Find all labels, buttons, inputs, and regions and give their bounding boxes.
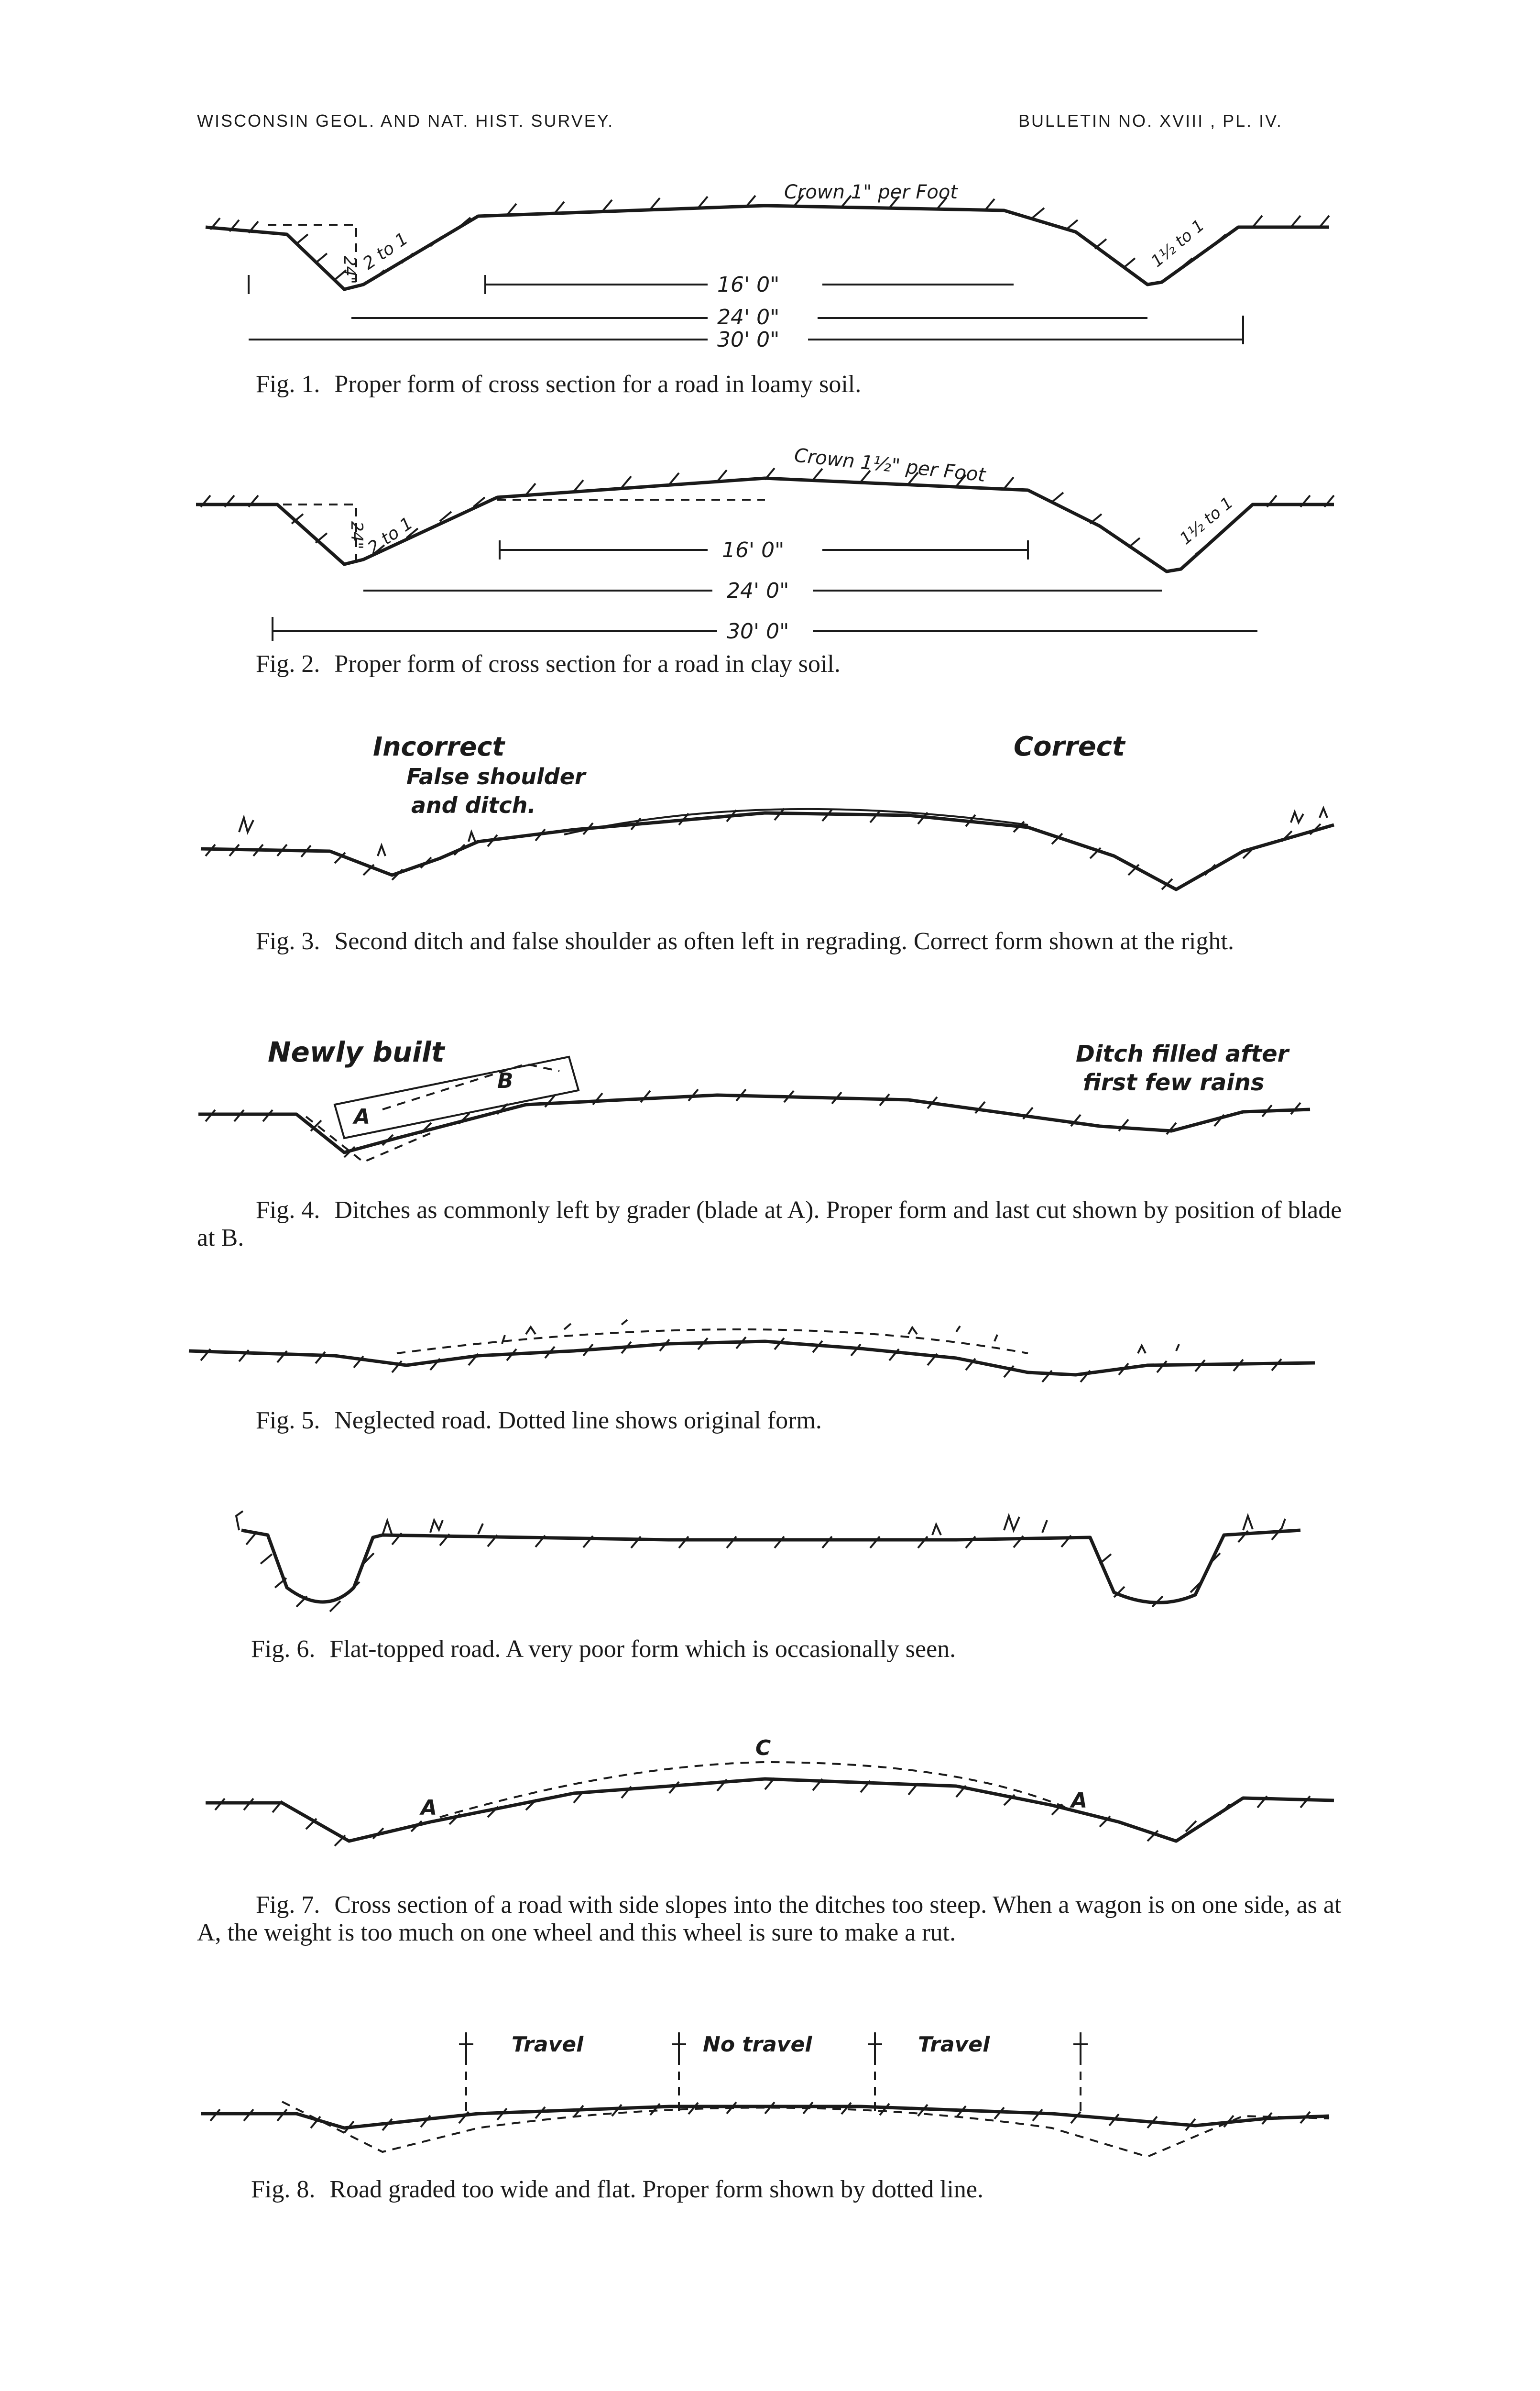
caption-text: Cross section of a road with side slopes into the ditches too steep. When a wagon is on one side, as at A, the weight is too much on one wheel and this wheel is sure to make a rut. (197, 1891, 1342, 1946)
depth-label: 24" (347, 521, 366, 549)
wheel-a-left-label: A (421, 1796, 437, 1820)
figure-4 (0, 1028, 1540, 1258)
dimension-24ft-label: 24' 0" (727, 579, 789, 603)
figure-6-caption (251, 1635, 956, 1663)
caption-text: Flat-topped road. A very poor form which is occasionally seen. (329, 1635, 956, 1663)
grass-tufts (239, 808, 1327, 856)
figure-2-caption (256, 650, 841, 678)
road-profile (206, 1779, 1334, 1841)
caption-text: Neglected road. Dotted line shows original form. (334, 1407, 822, 1434)
caption-text: Road graded too wide and flat. Proper form shown by dotted line. (329, 2176, 983, 2203)
ditch-reference-line (268, 500, 765, 562)
newly-built-label: Newly built (268, 1036, 445, 1068)
figure-7-drawing (0, 1722, 1540, 1999)
slope-left-label: 2 to 1 (359, 229, 412, 274)
correct-label: Correct (1014, 731, 1125, 762)
figure-number: Fig. 5. (256, 1407, 320, 1434)
blade-a-label: A (354, 1105, 371, 1129)
road-profile (201, 2106, 1329, 2128)
figure-3 (0, 732, 1540, 990)
figure-8-caption (251, 2176, 983, 2204)
figure-number: Fig. 8. (251, 2176, 316, 2203)
figure-3-caption (197, 928, 1344, 955)
dimension-30ft-label: 30' 0" (717, 328, 780, 352)
running-header-left: WISCONSIN GEOL. AND NAT. HIST. SURVEY. (197, 111, 614, 131)
figure-number: Fig. 4. (256, 1196, 320, 1224)
crown-label: Crown 1" per Foot (784, 181, 958, 203)
figure-6 (0, 1492, 1540, 1678)
figure-number: Fig. 6. (251, 1635, 316, 1663)
dimension-16ft-label: 16' 0" (717, 273, 780, 297)
caption-text: Ditches as commonly left by grader (blade at A). Proper form and last cut shown by position of blade at B. (197, 1196, 1342, 1251)
dimension-16ft-label: 16' 0" (722, 538, 785, 562)
no-travel-label: No travel (703, 2032, 812, 2057)
caption-text: Second ditch and false shoulder as often left in regrading. Correct form shown at the right. (334, 928, 1234, 955)
depth-label: 24" (340, 256, 359, 284)
figure-7-caption (197, 1891, 1344, 1947)
grader-blade-a (335, 1057, 579, 1138)
travel-left-label: Travel (512, 2032, 584, 2057)
figure-5 (0, 1296, 1540, 1454)
caption-text: Proper form of cross section for a road in clay soil. (334, 650, 841, 678)
false-shoulder-label: False shoulder (406, 764, 586, 790)
road-profile (241, 1530, 1300, 1602)
dimension-24ft-label: 24' 0" (717, 305, 780, 329)
blade-b-label: B (497, 1069, 513, 1093)
road-profile (189, 1341, 1315, 1375)
figure-4-caption (197, 1196, 1344, 1252)
road-profile-incorrect (201, 813, 1334, 889)
figure-7 (0, 1722, 1540, 1999)
slope-left-label: 2 to 1 (364, 513, 417, 559)
figure-number: Fig. 3. (256, 928, 320, 955)
figure-number: Fig. 1. (256, 371, 320, 398)
point-c-label: C (755, 1736, 771, 1760)
ditch-filled-label-1: Ditch filled after (1076, 1041, 1289, 1067)
dimension-30ft-label: 30' 0" (727, 619, 789, 644)
ditch-filled-label-2: first few rains (1083, 1069, 1265, 1096)
slope-right-label: 1½ to 1 (1147, 216, 1208, 271)
caption-text: Proper form of cross section for a road in loamy soil. (334, 371, 862, 398)
running-header-right: BULLETIN NO. XVIII , PL. IV. (1018, 111, 1283, 131)
wheel-a-right-label: A (1071, 1788, 1088, 1813)
incorrect-label: Incorrect (373, 732, 505, 762)
figure-1-caption (256, 371, 861, 398)
figure-8 (0, 2018, 1540, 2238)
figure-2 (0, 445, 1540, 693)
slope-right-label: 1½ to 1 (1176, 493, 1237, 548)
figure-5-caption (256, 1407, 822, 1435)
figure-1 (0, 172, 1540, 411)
soil-hatching (215, 1778, 1310, 1846)
crown-label: Crown 1½" per Foot (793, 444, 987, 486)
travel-right-label: Travel (918, 2032, 990, 2057)
grader-blade-b (382, 1064, 559, 1109)
figure-number: Fig. 2. (256, 650, 320, 678)
figure-number: Fig. 7. (256, 1891, 320, 1919)
and-ditch-label: and ditch. (411, 792, 536, 818)
weeds (236, 1511, 1285, 1535)
figure-8-drawing (0, 2018, 1540, 2238)
